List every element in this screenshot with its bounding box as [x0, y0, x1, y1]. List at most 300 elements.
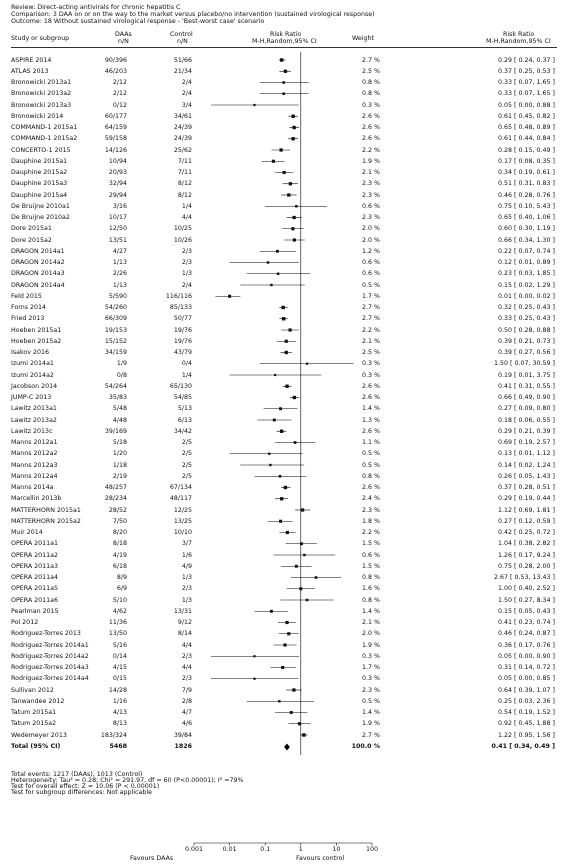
effect-square: [282, 92, 285, 95]
effect-square: [293, 216, 296, 219]
study-weight: 1.4 %: [362, 405, 380, 413]
study-weight: 2.6 %: [362, 394, 380, 401]
study-weight: 2.7 %: [362, 731, 380, 739]
study-weight: 2.6 %: [362, 484, 380, 491]
study-rr-ci: 1.04 [ 0.38, 2.82 ]: [498, 540, 555, 548]
effect-square: [286, 531, 289, 534]
study-name: Tatum 2015a1: [11, 709, 57, 716]
daas-count: 1/9: [116, 360, 127, 368]
daas-count: 1/13: [112, 281, 127, 289]
study-rr-ci: 0.41 [ 0.31, 0.55 ]: [498, 382, 555, 390]
study-name: Dauphine 2015a3: [11, 180, 68, 188]
study-name: OPERA 2011a3: [11, 562, 59, 570]
effect-square: [293, 238, 296, 241]
study-rr-ci: 0.17 [ 0.08, 0.35 ]: [498, 157, 555, 165]
study-weight: 2.0 %: [362, 630, 380, 638]
study-weight: 2.0 %: [362, 236, 380, 244]
effect-square: [285, 351, 288, 354]
effect-square: [272, 160, 275, 163]
control-count: 7/11: [177, 169, 192, 176]
study-weight: 2.2 %: [362, 529, 380, 536]
effect-square: [277, 273, 279, 275]
study-weight: 2.4 %: [362, 495, 380, 503]
study-name: De Bruijne 2010a2: [11, 214, 70, 221]
daas-count: 4/27: [112, 247, 127, 255]
daas-count: 5/18: [112, 439, 127, 446]
study-name: Dauphine 2015a1: [11, 157, 68, 165]
control-count: 4/9: [181, 562, 192, 570]
study-name: Manns 2012a4: [11, 472, 58, 480]
control-count: 51/66: [173, 56, 192, 64]
study-rr-ci: 0.01 [ 0.00, 0.02 ]: [498, 292, 555, 300]
effect-square: [283, 171, 286, 174]
study-rr-ci: 0.26 [ 0.05, 1.43 ]: [498, 472, 555, 480]
control-count: 54/85: [173, 394, 192, 401]
study-rr-ci: 0.34 [ 0.19, 0.61 ]: [498, 169, 555, 176]
effect-square: [291, 227, 294, 230]
study-weight: 0.5 %: [362, 697, 380, 705]
study-rr-ci: 0.05 [ 0.00, 0.85 ]: [498, 675, 555, 683]
subgroup-differences: Test for subgroup differences: Not applicable: [11, 789, 152, 796]
control-count: 7/11: [177, 157, 192, 165]
study-weight: 1.9 %: [362, 720, 380, 728]
study-rr-ci: 0.28 [ 0.15, 0.49 ]: [498, 146, 555, 154]
study-rr-ci: 0.66 [ 0.49, 0.90 ]: [498, 394, 555, 401]
daas-count: 54/264: [104, 382, 127, 390]
study-rr-ci: 0.61 [ 0.44, 0.84 ]: [498, 135, 555, 143]
study-weight: 0.8 %: [362, 574, 380, 581]
control-count: 19/76: [173, 337, 192, 345]
control-count: 10/10: [173, 529, 192, 536]
x-tick-label: 100: [365, 846, 379, 853]
effect-square: [299, 587, 302, 590]
study-name: Bronowicki 2014: [11, 112, 64, 120]
control-count: 1/6: [181, 551, 192, 559]
study-weight: 0.3 %: [362, 675, 380, 683]
study-weight: 2.5 %: [362, 349, 380, 356]
daas-count: 34/159: [104, 349, 127, 356]
study-name: COMMAND-1 2015a2: [11, 135, 78, 143]
effect-square: [280, 148, 283, 151]
total-control: 1826: [174, 743, 192, 750]
control-count: 2/5: [181, 461, 192, 469]
study-weight: 2.2 %: [362, 326, 380, 334]
daas-count: 0/14: [112, 652, 127, 660]
effect-square: [253, 655, 255, 657]
effect-square: [283, 643, 286, 646]
control-count: 1/3: [181, 574, 192, 581]
control-count: 19/76: [173, 326, 192, 334]
control-count: 1/4: [181, 202, 192, 210]
col-rr2-sub: M-H,Random,95% CI: [486, 38, 551, 45]
study-weight: 2.3 %: [362, 214, 380, 221]
effect-square: [285, 340, 288, 343]
daas-count: 20/93: [108, 169, 127, 176]
daas-count: 90/396: [104, 56, 127, 64]
daas-count: 2/19: [112, 472, 127, 480]
effect-square: [282, 81, 285, 84]
daas-count: 59/158: [104, 135, 127, 143]
overall-effect: Test for overall effect: Z = 10.06 (P < 0.00001): [11, 783, 160, 790]
control-count: 2/3: [181, 259, 192, 266]
control-count: 2/3: [181, 652, 192, 660]
daas-count: 183/324: [100, 731, 127, 739]
effect-square: [270, 610, 273, 613]
study-name: MATTERHORN 2015a2: [11, 517, 81, 525]
study-rr-ci: 0.42 [ 0.25, 0.72 ]: [498, 529, 555, 536]
study-name: Forns 2014: [11, 304, 47, 311]
control-count: 10/25: [173, 225, 192, 233]
study-weight: 1.7 %: [362, 292, 380, 300]
study-rr-ci: 0.36 [ 0.17, 0.76 ]: [498, 641, 555, 649]
study-rr-ci: 0.33 [ 0.25, 0.43 ]: [498, 315, 555, 323]
study-rr-ci: 0.25 [ 0.03, 2.36 ]: [498, 697, 555, 705]
control-count: 6/13: [177, 416, 192, 424]
study-name: Izumi 2014a1: [11, 360, 54, 368]
total-events: Total events: 1217 (DAAs), 1013 (Control): [11, 771, 143, 778]
daas-count: 1/13: [112, 259, 127, 266]
study-rr-ci: 0.33 [ 0.07, 1.65 ]: [498, 79, 555, 86]
study-rr-ci: 0.60 [ 0.30, 1.19 ]: [498, 225, 555, 233]
daas-count: 19/153: [104, 326, 127, 334]
study-name: Rodriguez-Torres 2014a2: [11, 652, 89, 660]
study-name: Rodriguez-Torres 2014a1: [11, 641, 89, 649]
study-weight: 0.8 %: [362, 472, 380, 480]
effect-square: [269, 464, 271, 466]
study-name: Wedemeyer 2013: [11, 731, 67, 739]
study-name: Manns 2012a1: [11, 439, 58, 446]
study-weight: 2.6 %: [362, 135, 380, 143]
control-count: 4/4: [181, 664, 192, 671]
col-daas: DAAs: [115, 31, 132, 38]
daas-count: 0/8: [116, 371, 127, 379]
study-name: Pearlman 2015: [11, 607, 59, 615]
daas-count: 0/15: [112, 675, 127, 683]
effect-square: [291, 137, 294, 140]
study-rr-ci: 1.50 [ 0.27, 8.34 ]: [498, 596, 555, 604]
daas-count: 32/94: [108, 180, 127, 188]
favours-control-label: Favours control: [296, 855, 345, 862]
study-weight: 1.9 %: [362, 157, 380, 165]
daas-count: 11/36: [108, 619, 127, 626]
study-name: Dore 2015a2: [11, 236, 52, 244]
study-rr-ci: 1.22 [ 0.95, 1.56 ]: [498, 731, 555, 739]
study-name: Isakov 2016: [11, 349, 50, 356]
effect-square: [284, 70, 287, 73]
daas-count: 12/50: [108, 225, 127, 233]
study-name: Jacobson 2014: [11, 382, 58, 390]
daas-count: 14/28: [108, 686, 127, 694]
study-name: Bronowicki 2013a1: [11, 79, 72, 86]
control-count: 5/13: [177, 405, 192, 413]
effect-square: [295, 205, 297, 207]
study-name: Hoeben 2015a1: [11, 326, 62, 334]
study-weight: 0.8 %: [362, 79, 380, 86]
effect-square: [280, 497, 283, 500]
study-weight: 2.3 %: [362, 506, 380, 514]
effect-square: [306, 363, 308, 365]
daas-count: 5/48: [112, 405, 127, 413]
control-count: 24/39: [173, 124, 192, 131]
effect-square: [303, 554, 305, 556]
study-name: ASPIRE 2014: [11, 56, 52, 64]
study-name: Dauphine 2015a2: [11, 169, 68, 176]
daas-count: 54/260: [104, 304, 127, 311]
study-weight: 0.6 %: [362, 259, 380, 266]
study-weight: 0.3 %: [362, 652, 380, 660]
study-rr-ci: 0.39 [ 0.21, 0.73 ]: [498, 337, 555, 345]
study-weight: 1.1 %: [362, 439, 380, 446]
study-name: OPERA 2011a5: [11, 585, 59, 593]
study-name: OPERA 2011a6: [11, 596, 59, 604]
study-rr-ci: 0.37 [ 0.25, 0.53 ]: [498, 67, 555, 75]
study-weight: 1.5 %: [362, 562, 380, 570]
x-tick-label: 10: [332, 846, 341, 853]
effect-square: [292, 126, 295, 129]
daas-count: 1/16: [112, 697, 127, 705]
control-count: 0/4: [181, 360, 192, 368]
daas-count: 64/159: [104, 124, 127, 131]
control-count: 2/5: [181, 472, 192, 480]
study-weight: 2.3 %: [362, 180, 380, 188]
daas-count: 2/26: [112, 270, 127, 278]
daas-count: 48/257: [104, 484, 127, 491]
effect-square: [282, 317, 285, 320]
x-tick-label: 0.001: [184, 846, 204, 853]
study-weight: 2.5 %: [362, 67, 380, 75]
col-study: Study or subgroup: [11, 35, 70, 42]
effect-square: [291, 115, 294, 118]
col-control-sub: n/N: [177, 38, 188, 45]
daas-count: 6/18: [112, 562, 127, 570]
study-rr-ci: 0.92 [ 0.45, 1.88 ]: [498, 720, 555, 728]
daas-count: 8/9: [116, 574, 127, 581]
effect-square: [278, 700, 280, 702]
study-rr-ci: 0.75 [ 0.10, 5.43 ]: [498, 202, 555, 210]
effect-square: [293, 396, 296, 399]
control-count: 4/4: [181, 641, 192, 649]
effect-square: [294, 441, 297, 444]
col-daas-sub: n/N: [118, 38, 129, 45]
control-count: 4/6: [181, 720, 192, 728]
study-name: Lawitz 2013a1: [11, 405, 57, 413]
study-rr-ci: 0.05 [ 0.00, 0.88 ]: [498, 101, 555, 109]
study-weight: 0.3 %: [362, 371, 380, 379]
total-daas: 5468: [109, 743, 127, 750]
col-rr2: Risk Ratio: [503, 31, 535, 38]
control-count: 25/62: [173, 146, 192, 154]
effect-square: [284, 486, 287, 489]
control-count: 2/5: [181, 450, 192, 458]
study-rr-ci: 0.54 [ 0.19, 1.52 ]: [498, 709, 555, 716]
total-rr-ci: 0.41 [ 0.34, 0.49 ]: [491, 743, 555, 750]
control-count: 67/134: [169, 484, 192, 491]
study-rr-ci: 1.12 [ 0.69, 1.81 ]: [498, 506, 555, 514]
col-rr: Risk Ratio: [270, 31, 302, 38]
control-count: 2/3: [181, 585, 192, 593]
study-name: Hoeben 2015a2: [11, 337, 62, 345]
control-count: 1/3: [181, 596, 192, 604]
effect-square: [302, 733, 305, 736]
study-name: DRAGON 2014a2: [11, 259, 65, 266]
daas-count: 3/16: [112, 202, 127, 210]
study-name: Fried 2013: [11, 315, 45, 323]
study-rr-ci: 0.27 [ 0.09, 0.80 ]: [498, 405, 555, 413]
study-name: Rodriguez-Torres 2014a3: [11, 664, 89, 671]
study-name: OPERA 2011a4: [11, 574, 59, 581]
effect-square: [306, 599, 309, 602]
study-name: JUMP-C 2013: [11, 394, 52, 401]
total-weight: 100.0 %: [351, 743, 380, 750]
study-rr-ci: 0.46 [ 0.28, 0.76 ]: [498, 191, 555, 199]
daas-count: 46/203: [104, 67, 127, 75]
daas-count: 60/177: [104, 112, 127, 120]
study-name: OPERA 2011a1: [11, 540, 59, 548]
study-weight: 2.6 %: [362, 382, 380, 390]
study-rr-ci: 0.12 [ 0.01, 0.89 ]: [498, 259, 555, 266]
effect-square: [285, 385, 288, 388]
study-rr-ci: 0.29 [ 0.21, 0.39 ]: [498, 427, 555, 435]
effect-square: [300, 542, 303, 545]
study-rr-ci: 0.27 [ 0.12, 0.59 ]: [498, 517, 555, 525]
daas-count: 35/83: [108, 394, 127, 401]
study-name: Lawitz 2013c: [11, 427, 53, 435]
control-count: 39/84: [173, 731, 192, 739]
daas-count: 4/19: [112, 551, 127, 559]
effect-square: [280, 58, 283, 61]
control-count: 34/42: [173, 427, 192, 435]
study-weight: 2.6 %: [362, 112, 380, 120]
study-rr-ci: 0.37 [ 0.28, 0.51 ]: [498, 484, 555, 491]
daas-count: 29/94: [108, 191, 127, 199]
study-rr-ci: 0.64 [ 0.39, 1.07 ]: [498, 686, 555, 694]
study-name: Marcellin 2013b: [11, 495, 62, 503]
study-weight: 1.2 %: [362, 247, 380, 255]
control-count: 50/77: [173, 315, 192, 323]
study-name: Izumi 2014a2: [11, 371, 54, 379]
effect-square: [281, 666, 284, 669]
outcome-title: Outcome: 18 Without sustained virological response - 'Best-worst case' scenario: [11, 18, 265, 25]
study-rr-ci: 0.19 [ 0.01, 3.75 ]: [498, 371, 555, 379]
study-weight: 2.3 %: [362, 191, 380, 199]
study-rr-ci: 0.31 [ 0.14, 0.72 ]: [498, 664, 555, 671]
control-count: 2/4: [181, 90, 192, 98]
study-name: DRAGON 2014a4: [11, 281, 65, 289]
study-rr-ci: 0.33 [ 0.07, 1.65 ]: [498, 90, 555, 98]
study-rr-ci: 0.32 [ 0.25, 0.43 ]: [498, 304, 555, 311]
study-name: Lawitz 2013a2: [11, 416, 57, 424]
study-rr-ci: 0.46 [ 0.24, 0.87 ]: [498, 630, 555, 638]
daas-count: 5/590: [108, 292, 127, 300]
study-name: Manns 2012a2: [11, 450, 58, 458]
study-name: Rodriguez-Torres 2014a4: [11, 675, 89, 683]
daas-count: 2/12: [112, 90, 127, 98]
effect-square: [267, 261, 269, 263]
control-count: 1/4: [181, 371, 192, 379]
study-weight: 1.7 %: [362, 664, 380, 671]
study-name: CONCERTO-1 2015: [11, 146, 71, 154]
effect-square: [228, 295, 231, 298]
study-weight: 1.3 %: [362, 416, 380, 424]
study-name: Manns 2014a: [11, 484, 54, 491]
effect-square: [285, 621, 288, 624]
daas-count: 5/16: [112, 641, 127, 649]
effect-square: [281, 306, 284, 309]
daas-count: 8/13: [112, 720, 127, 728]
study-name: OPERA 2011a2: [11, 551, 59, 559]
study-rr-ci: 0.29 [ 0.19, 0.44 ]: [498, 495, 555, 503]
study-rr-ci: 0.61 [ 0.45, 0.82 ]: [498, 112, 555, 120]
study-rr-ci: 0.13 [ 0.01, 1.12 ]: [498, 450, 555, 458]
effect-square: [290, 711, 293, 714]
study-name: Tatum 2015a2: [11, 720, 57, 728]
study-name: Bronowicki 2013a2: [11, 90, 72, 98]
effect-square: [298, 722, 301, 725]
review-title: Review: Direct-acting antivirals for chronic hepatitis C: [11, 4, 181, 11]
effect-square: [276, 250, 279, 253]
study-weight: 0.5 %: [362, 461, 380, 469]
study-rr-ci: 0.23 [ 0.03, 1.85 ]: [498, 270, 555, 278]
study-name: Feld 2015: [11, 292, 42, 300]
study-name: Dauphine 2015a4: [11, 191, 68, 199]
control-count: 4/7: [181, 709, 192, 716]
daas-count: 10/94: [108, 157, 127, 165]
study-name: Manns 2012a3: [11, 461, 58, 469]
study-name: DRAGON 2014a3: [11, 270, 65, 278]
effect-square: [279, 407, 282, 410]
col-weight: Weight: [352, 35, 374, 42]
favours-daas-label: Favours DAAs: [130, 855, 174, 862]
effect-square: [280, 430, 283, 433]
study-rr-ci: 0.39 [ 0.27, 0.56 ]: [498, 349, 555, 356]
control-count: 21/34: [173, 67, 192, 75]
study-name: Pol 2012: [11, 619, 39, 626]
x-tick-label: 1: [298, 846, 303, 853]
study-rr-ci: 0.18 [ 0.06, 0.55 ]: [498, 416, 555, 424]
effect-square: [270, 284, 272, 286]
control-count: 2/8: [181, 697, 192, 705]
control-count: 10/26: [173, 236, 192, 244]
study-weight: 2.2 %: [362, 146, 380, 154]
control-count: 2/4: [181, 79, 192, 86]
daas-count: 6/9: [116, 585, 127, 593]
effect-square: [301, 508, 304, 511]
daas-count: 13/51: [108, 236, 127, 244]
effect-square: [279, 475, 282, 478]
daas-count: 10/17: [108, 214, 127, 221]
study-name: DRAGON 2014a1: [11, 247, 65, 255]
study-name: MATTERHORN 2015a1: [11, 506, 81, 514]
daas-count: 0/12: [112, 101, 127, 109]
control-count: 13/31: [173, 607, 192, 615]
control-count: 2/5: [181, 439, 192, 446]
daas-count: 1/20: [112, 450, 127, 458]
study-weight: 2.0 %: [362, 225, 380, 233]
study-weight: 1.9 %: [362, 641, 380, 649]
daas-count: 15/152: [104, 337, 127, 345]
daas-count: 5/10: [112, 596, 127, 604]
study-weight: 1.5 %: [362, 540, 380, 548]
control-count: 3/4: [181, 101, 192, 109]
study-rr-ci: 0.41 [ 0.23, 0.74 ]: [498, 619, 555, 626]
daas-count: 4/15: [112, 664, 127, 671]
study-weight: 2.6 %: [362, 124, 380, 131]
effect-square: [288, 328, 291, 331]
study-name: Rodriguez-Torres 2013: [11, 630, 81, 638]
effect-square: [287, 193, 290, 196]
control-count: 12/25: [173, 506, 192, 514]
study-rr-ci: 0.15 [ 0.05, 0.43 ]: [498, 607, 555, 615]
